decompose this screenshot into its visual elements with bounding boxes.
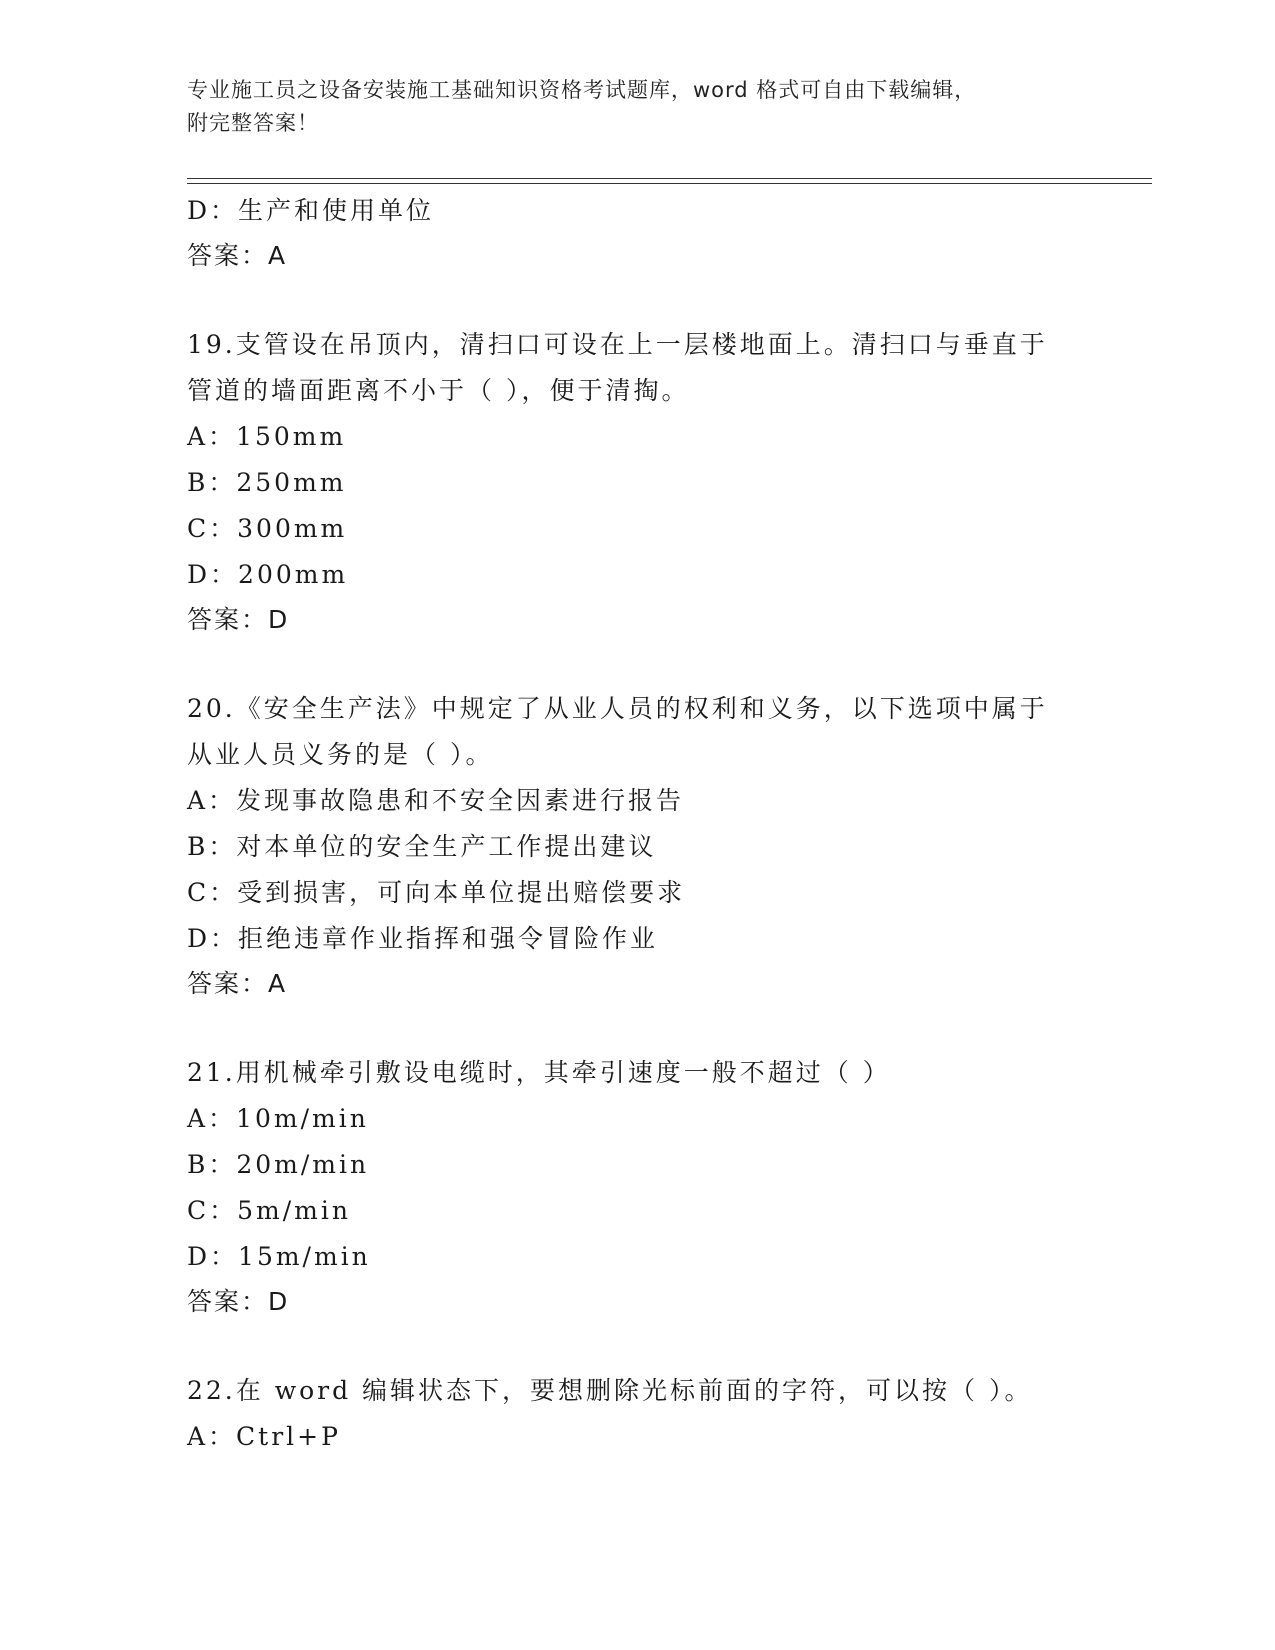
option-line: A：10m/min (187, 1104, 369, 1133)
option-line: A：Ctrl+P (187, 1422, 341, 1451)
option-line: D：拒绝违章作业指挥和强令冒险作业 (187, 924, 659, 953)
option-line: C：5m/min (187, 1196, 351, 1225)
question-22 (187, 1368, 1087, 1460)
option-line: B：250mm (187, 468, 347, 497)
header-divider-thick (187, 178, 1152, 179)
option-line: D：200mm (187, 560, 349, 589)
option-line: B：20m/min (187, 1150, 370, 1179)
previous-question-tail (187, 188, 1087, 278)
question-stem: 19.支管设在吊顶内，清扫口可设在上一层楼地面上。清扫口与垂直于 (187, 330, 1048, 359)
question-stem: 管道的墙面距离不小于（ ），便于清掏。 (187, 376, 690, 405)
option-line: A：150mm (187, 422, 347, 451)
question-stem: 22.在 word 编辑状态下，要想删除光标前面的字符，可以按（ ）。 (187, 1376, 1033, 1405)
question-21 (187, 1050, 1087, 1324)
option-line: A：发现事故隐患和不安全因素进行报告 (187, 786, 685, 815)
question-stem: 从业人员义务的是（ ）。 (187, 740, 494, 769)
option-line: C：受到损害，可向本单位提出赔偿要求 (187, 878, 686, 907)
question-20 (187, 686, 1087, 1006)
answer-line: 答案：D (187, 1287, 290, 1316)
question-19 (187, 322, 1087, 642)
header-line-2: 附完整答案！ (187, 111, 319, 135)
header-line-1: 专业施工员之设备安装施工基础知识资格考试题库，word 格式可自由下载编辑， (187, 78, 977, 102)
answer-line: 答案：A (187, 969, 288, 998)
document-header (187, 74, 1087, 140)
question-stem: 20.《安全生产法》中规定了从业人员的权利和义务，以下选项中属于 (187, 694, 1048, 723)
option-line: D：15m/min (187, 1242, 371, 1271)
option-line: B：对本单位的安全生产工作提出建议 (187, 832, 657, 861)
option-line: D：生产和使用单位 (187, 196, 435, 225)
answer-line: 答案：D (187, 605, 290, 634)
option-line: C：300mm (187, 514, 348, 543)
document-body (187, 188, 1087, 1460)
question-stem: 21.用机械牵引敷设电缆时，其牵引速度一般不超过（ ） (187, 1058, 891, 1087)
answer-line: 答案：A (187, 241, 288, 270)
header-divider-thin (187, 183, 1152, 184)
